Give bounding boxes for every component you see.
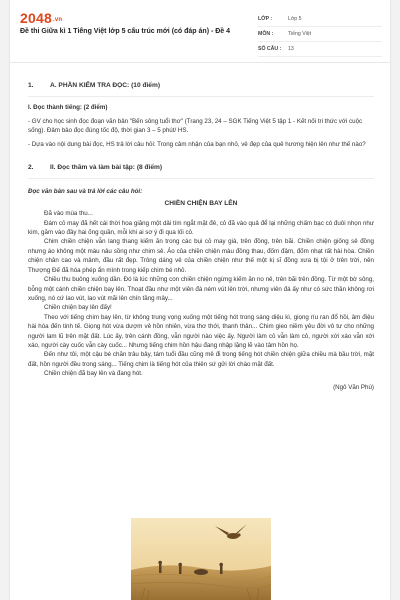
story-author: (Ngô Văn Phú) bbox=[333, 383, 374, 391]
section-number: 1. bbox=[28, 82, 34, 89]
story-paragraph: Chiền chiện đã bay lên và đang hót. bbox=[44, 370, 143, 378]
site-logo[interactable] bbox=[20, 10, 62, 26]
document-content bbox=[10, 81, 390, 392]
logo-brand: 2048 bbox=[20, 10, 52, 26]
story-paragraph: Chiền chiện bay lên đấy! bbox=[44, 304, 112, 312]
story-paragraph: Theo với tiếng chim bay lên, từ không trung vọng xuống một tiếng hót trong sáng diệu kì, giọng ríu ran đổ hồi, âm điệu hài hòa đến tinh tế. Giọng hót vừa dượm vẻ hồn nhiên, vừa thơ thới, thanh thản... Chim gieo niềm yêu đời vô tư cho những người lam lũ trên mặt đất. Lúc ấy, trên cánh đồng, vẫn người nào việc ấy. Người làm cỏ vẫn làm cỏ, người xới xáo vẫn xới xáo, người cày cuốc vẫn cày cuốc... Nhưng tiếng chim hồn hậu đang nhập lặng lẽ vào tâm hồn họ. bbox=[28, 313, 374, 349]
story-title: CHIỀN CHIỆN BAY LÊN bbox=[164, 199, 238, 207]
divider bbox=[28, 96, 374, 97]
meta-value: Lớp 5 bbox=[288, 16, 302, 22]
story-paragraph: Đám cỏ may đã hết cái thời hoa giăng một dải tím ngắt mặt đê, cỏ đã vào quả để lại những chấm bạc có đuôi nhọn như kim, găm vào đầy hai ống quần, mỗi khi ai sơ ý đi qua lối cỏ. bbox=[28, 219, 374, 237]
divider bbox=[28, 178, 374, 179]
story-paragraph: Đã vào mùa thu... bbox=[44, 210, 93, 218]
paragraph: - GV cho học sinh đọc đoạn văn bản "Bến sông tuổi thơ" (Trang 23, 24 – SGK Tiếng Việt 5 tập 1 - Kết nối tri thức với cuộc sống). Đảm bảo đọc đúng tốc độ, thời gian 3 – 5 phút/ HS. bbox=[28, 117, 363, 135]
meta-value: Tiếng Việt bbox=[288, 31, 312, 37]
story-paragraph: Đến như tôi, một cậu bé chăn trâu bảy, tám tuổi đầu cũng mê đi trong tiếng hót chiền chiện giữa chiều mà bầu trời, mặt đất, hồn người đều trong sáng... Tiếng chim là tiếng hót của thiên sứ gửi lời chào mặt đất. bbox=[28, 351, 374, 368]
subsection-title: I. Đọc thành tiếng: (2 điểm) bbox=[28, 104, 108, 112]
document-title: Đề thi Giữa kì 1 Tiếng Việt lớp 5 cấu trúc mới (có đáp án) - Đề 4 bbox=[20, 28, 231, 35]
meta-label: MÔN : bbox=[258, 31, 274, 37]
section-number: 2. bbox=[28, 164, 34, 172]
page-header bbox=[10, 0, 390, 63]
logo-suffix: .vn bbox=[52, 17, 63, 23]
section-title: A. PHẦN KIỂM TRA ĐỌC: (10 điểm) bbox=[50, 82, 161, 89]
meta-row-class bbox=[258, 12, 382, 27]
section-title: II. Đọc thầm và làm bài tập: (8 điểm) bbox=[50, 164, 163, 172]
document-page bbox=[10, 0, 390, 600]
instruction: Đọc văn bản sau và trả lời các câu hỏi: bbox=[28, 188, 143, 196]
meta-label: SỐ CÂU : bbox=[258, 46, 282, 52]
story-paragraph: Chiều thu buông xuống dần. Đó là lúc những con chiền chiện ngừng kiếm ăn no nê, trên bãi trên đồng. Từ một bờ sông, bỗng một cánh chiền chiện bay lên. Thoạt đầu như một viên đá ném vút lên trời, nhưng viên đá ấy như có sức thần không rơi xuống, nó cứ lao vút, lao vút mãi lên chín tầng mây... bbox=[28, 276, 374, 302]
meta-label: LỚP : bbox=[258, 16, 273, 22]
document-meta bbox=[258, 12, 382, 57]
meta-value: 13 bbox=[288, 46, 294, 52]
story-paragraph: Chim chiền chiện vẫn lang thang kiếm ăn trong các bụi cỏ may già, trên đồng, trên bãi. Chiền chiện giống sẻ đồng nhưng áo không một màu nâu sồng như chim sẻ. Áo của chiền chiện màu đồng thau, đốm đậm, đốm nhạt rất hài hòa. Chiền chiện chân cao và mảnh, đầu rất đẹp. Trông dáng vẻ của chiền chiện như thế một kị sĩ đồng xưa bị tội ở trên trời, nên Thượng Đế đã hóa phép ẩn mình trong kiếp chim bé nhỏ. bbox=[28, 238, 374, 274]
meta-row-subject bbox=[258, 27, 382, 42]
story-illustration bbox=[131, 518, 271, 600]
section-heading-reading-test bbox=[28, 81, 374, 90]
section-heading-silent-reading bbox=[28, 163, 374, 172]
meta-row-question-count bbox=[258, 42, 382, 57]
story-text bbox=[28, 209, 374, 378]
paragraph: - Dựa vào nội dung bài đọc, HS trả lời câu hỏi: Trong cảm nhận của bạn nhỏ, vẻ đẹp của quê hương hiện lên như thế nào? bbox=[28, 140, 366, 148]
